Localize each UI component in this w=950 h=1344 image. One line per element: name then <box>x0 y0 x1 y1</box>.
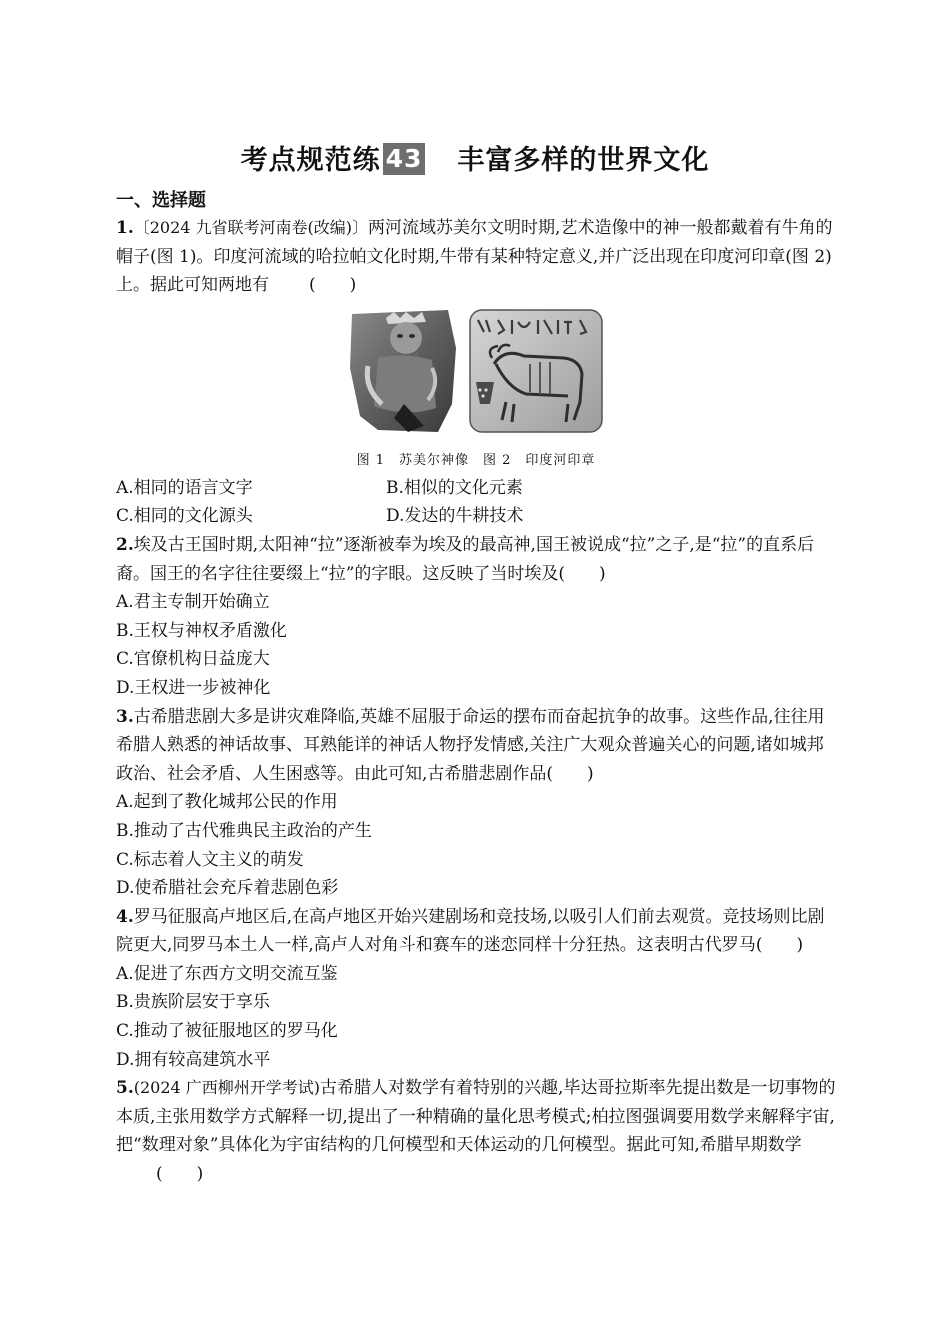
title-prefix: 考点规范练 <box>240 145 381 176</box>
question-number: 5. <box>116 1078 134 1099</box>
title-main: 丰富多样的世界文化 <box>457 145 710 176</box>
question-text: 两河流域苏美尔文明时期,艺术造像中的神一般都戴着有牛角的帽子(图 1)。印度河流域的哈拉帕文化时期,牛带有某种特定意义,并广泛出现在印度河印章(图 2)上。据此可知两地有 <box>116 218 833 296</box>
question-list <box>116 214 836 1189</box>
option-d: D.拥有较高建筑水平 <box>116 1049 271 1070</box>
option-d: D.使希腊社会充斥着悲剧色彩 <box>116 878 339 899</box>
option-b: B.推动了古代雅典民主政治的产生 <box>116 820 372 841</box>
question-number: 4. <box>116 906 134 927</box>
option-a: A.相同的语言文字 <box>116 477 253 498</box>
option-b: B.贵族阶层安于享乐 <box>116 992 270 1013</box>
question-number: 2. <box>116 534 134 555</box>
page-title <box>0 138 950 177</box>
question-1-figures <box>116 308 836 448</box>
question-number: 3. <box>116 706 134 727</box>
option-d: D.发达的牛耕技术 <box>386 506 524 527</box>
option-b: B.王权与神权矛盾激化 <box>116 620 287 641</box>
question-5-stem <box>116 1074 836 1188</box>
sumerian-statue-image <box>348 308 460 434</box>
answer-blank: ( ) <box>309 275 357 296</box>
option-a: A.起到了教化城邦公民的作用 <box>116 792 338 813</box>
answer-blank: ( ) <box>755 935 804 956</box>
question-text: 古希腊人对数学有着特别的兴趣,毕达哥拉斯率先提出数是一切事物的本质,主张用数学方式解释一切,提出了一种精确的量化思考模式;柏拉图强调要用数学来解释宇宙,把“数理对象”具体化为宇宙结构的几何模型和天体运动的几何模型。据此可知,希腊早期数学 <box>116 1078 836 1156</box>
question-3-stem <box>116 703 836 789</box>
question-text: 罗马征服高卢地区后,在高卢地区开始兴建剧场和竞技场,以吸引人们前去观赏。竞技场则比剧院更大,同罗马本土人一样,高卢人对角斗和赛车的迷恋同样十分狂热。这表明古代罗马 <box>116 906 825 956</box>
question-source: (2024 广西柳州开学考试) <box>133 1078 321 1098</box>
question-number: 1. <box>116 218 134 238</box>
option-b: B.相似的文化元素 <box>386 477 523 498</box>
answer-blank: ( ) <box>546 763 594 784</box>
question-1-options-row-1 <box>116 474 836 503</box>
question-2-stem <box>116 531 836 588</box>
question-4-stem <box>116 903 836 960</box>
question-source: 〔2024 九省联考河南卷(改编)〕 <box>133 218 369 237</box>
option-c: C.相同的文化源头 <box>116 506 253 527</box>
indus-seal-image <box>468 308 604 434</box>
option-a: A.促进了东西方文明交流互鉴 <box>116 963 338 984</box>
answer-blank: ( ) <box>558 563 606 584</box>
question-text: 古希腊悲剧大多是讲灾难降临,英雄不屈服于命运的摆布而奋起抗争的故事。这些作品,往往用希腊人熟悉的神话故事、耳熟能详的神话人物抒发情感,关注广大观众普遍关心的问题,诸如城邦政治、社会矛盾、人生困惑等。由此可知,古希腊悲剧作品 <box>116 706 825 784</box>
section-heading: 一、选择题 <box>116 190 206 211</box>
figure-caption: 图 1 苏美尔神像 图 2 印度河印章 <box>356 452 596 468</box>
answer-blank: ( ) <box>156 1164 204 1185</box>
option-c: C.推动了被征服地区的罗马化 <box>116 1021 338 1042</box>
question-1-stem <box>116 214 836 300</box>
option-c: C.官僚机构日益庞大 <box>116 649 270 670</box>
option-d: D.王权进一步被神化 <box>116 677 271 698</box>
title-number-badge: 43 <box>383 143 426 175</box>
question-text: 埃及古王国时期,太阳神“拉”逐渐被奉为埃及的最高神,国王被说成“拉”之子,是“拉”的直系后裔。国王的名字往往要缀上“拉”的字眼。这反映了当时埃及 <box>116 534 815 584</box>
option-c: C.标志着人文主义的萌发 <box>116 849 304 870</box>
question-1-options-row-2 <box>116 502 836 531</box>
option-a: A.君主专制开始确立 <box>116 592 270 613</box>
